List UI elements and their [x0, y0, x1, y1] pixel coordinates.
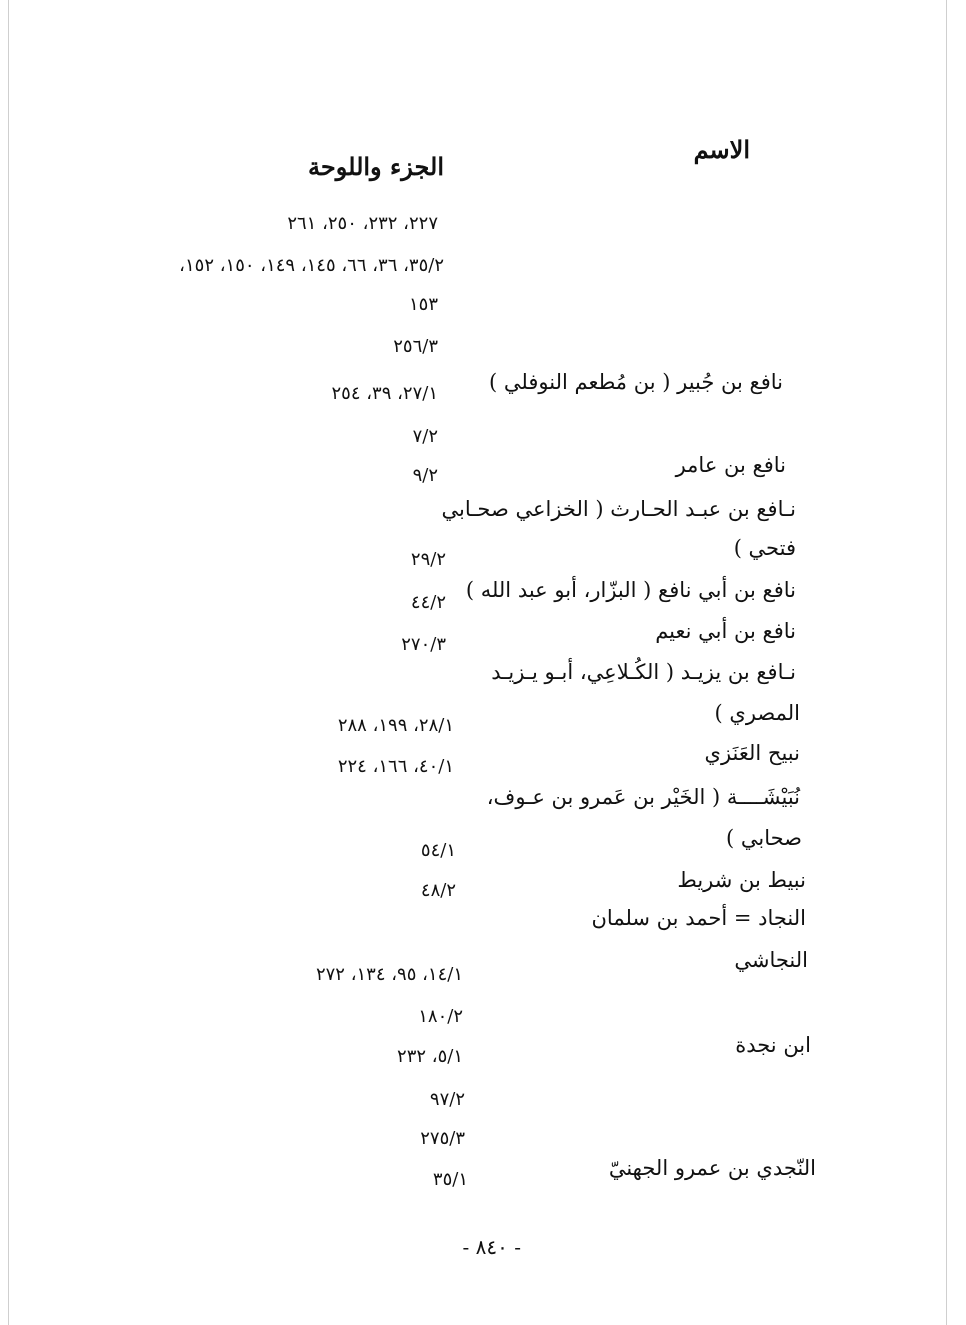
ref-entry: ٣٥/٢، ٣٦، ٦٦، ١٤٥، ١٤٩، ١٥٠، ١٥٢،: [179, 255, 444, 276]
ref-entry: ٩٧/٢: [429, 1089, 465, 1110]
name-entry: نُبَيْشَــــة ( الخَيْر بن عَمرو بن عـوف،: [486, 785, 800, 809]
page-number: - ٨٤٠ -: [462, 1235, 521, 1259]
name-entry: المصري ): [714, 701, 800, 725]
ref-entry: ٤٨/٢: [420, 880, 456, 901]
ref-entry: ٥/١، ٢٣٢: [397, 1046, 463, 1067]
ref-entry: ٢٥٦/٣: [393, 336, 438, 357]
ref-entry: ١٥٣: [408, 294, 438, 315]
ref-entry: ١٨٠/٢: [418, 1006, 463, 1027]
ref-entry: ٢٧/١، ٣٩، ٢٥٤: [331, 383, 438, 404]
ref-entry: ٢٨/١، ١٩٩، ٢٨٨: [337, 715, 454, 736]
name-entry: نافع بن عامر: [675, 453, 786, 477]
ref-entry: ٢٢٧، ٢٣٢، ٢٥٠، ٢٦١: [287, 213, 438, 234]
ref-entry: ٢٩/٢: [410, 549, 446, 570]
name-entry: النجاد = أحمد بن سلمان: [591, 906, 806, 930]
name-entry: نافع بن أبي نعيم: [655, 619, 796, 643]
name-entry: نبيط بن شريط: [677, 868, 806, 892]
ref-entry: ٩/٢: [412, 465, 438, 486]
name-entry: فتحي ): [733, 536, 796, 560]
ref-entry: ٧/٢: [412, 426, 438, 447]
ref-entry: ١٤/١، ٩٥، ١٣٤، ٢٧٢: [315, 964, 463, 985]
name-column-header: الاسم: [693, 135, 750, 164]
name-entry: النّجدي بن عمرو الجهنيّ: [608, 1156, 816, 1180]
ref-entry: ٢٧٠/٣: [401, 634, 446, 655]
ref-column-header: الجزء واللوحة: [308, 152, 444, 181]
ref-entry: ٤٤/٢: [410, 592, 446, 613]
name-entry: نافع بن أبي نافع ( البزّار، أبو عبد الله ): [465, 578, 796, 602]
scan-edge-line-right: [946, 0, 947, 1325]
ref-entry: ٥٤/١: [420, 840, 456, 861]
ref-entry: ٢٧٥/٣: [420, 1128, 465, 1149]
ref-entry: ٤٠/١، ١٦٦، ٢٢٤: [337, 756, 454, 777]
name-entry: ابن نجدة: [735, 1033, 811, 1057]
name-entry: نـافع بن يزيـد ( الكُـلاعِي، أبـو يـزيـد: [491, 660, 796, 684]
ref-entry: ٣٥/١: [432, 1169, 468, 1190]
name-entry: نـافع بن عبـد الحـارث ( الخزاعي صحـابي: [441, 497, 796, 521]
name-entry: صحابي ): [725, 826, 802, 850]
name-entry: نافع بن جُبير ( بن مُطعم النوفلي ): [489, 370, 783, 394]
name-entry: النجاشي: [734, 948, 808, 972]
scan-edge-line-left: [8, 0, 9, 1325]
name-entry: نبيح العَنَزي: [704, 741, 800, 765]
